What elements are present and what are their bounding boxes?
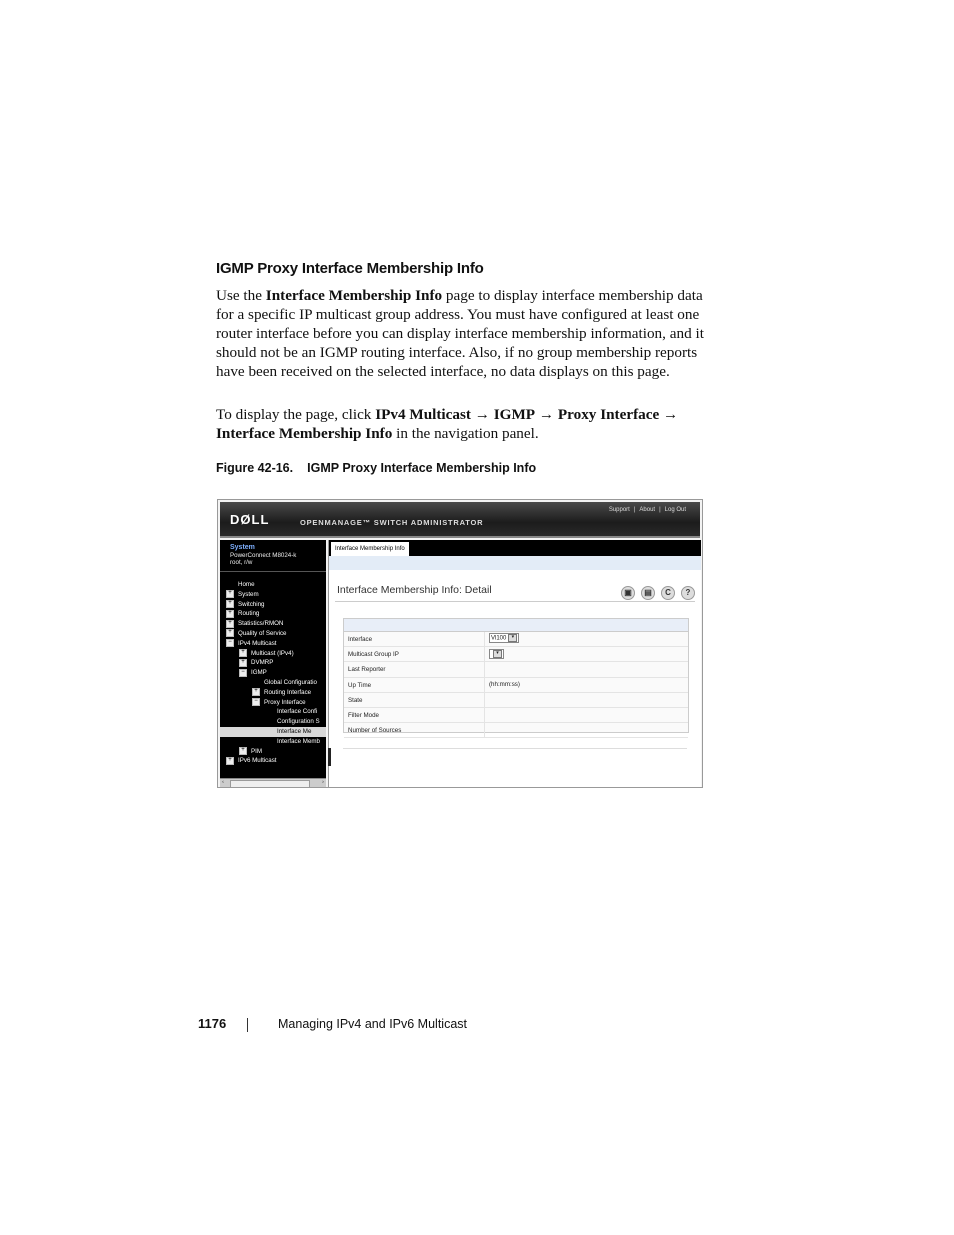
tree-item-label: System [238, 590, 259, 598]
refresh-icon[interactable]: C [661, 586, 675, 600]
tree-item[interactable] [220, 619, 326, 629]
tree-item-label: Interface Confi [277, 708, 318, 716]
tree-item[interactable] [220, 580, 326, 590]
expand-icon[interactable]: + [226, 620, 234, 628]
app-banner [220, 502, 700, 538]
field-value-cell [484, 662, 489, 676]
tree-item[interactable] [220, 747, 326, 757]
field-label: Up Time [348, 681, 372, 689]
field-value-cell [484, 723, 489, 737]
print-icon[interactable]: ▤ [641, 586, 655, 600]
para2-bold4: Interface Membership Info [216, 425, 393, 442]
detail-rows [344, 632, 688, 738]
navigation-tree [220, 580, 326, 766]
about-link[interactable]: About [639, 507, 656, 513]
chevron-down-icon[interactable]: ▾ [508, 634, 517, 642]
para2-text1: To display the page, click [216, 406, 376, 423]
table-row [344, 708, 688, 723]
field-label: Filter Mode [348, 711, 379, 719]
field-select[interactable] [489, 649, 504, 659]
navigation-paragraph [216, 405, 706, 443]
screenshot-figure [217, 499, 703, 788]
user-info: root, r/w [230, 559, 253, 567]
tree-item-label: Switching [238, 600, 265, 608]
select-value: Vl100 [491, 635, 507, 642]
horizontal-scrollbar[interactable] [220, 778, 326, 788]
tree-item[interactable] [220, 698, 326, 708]
field-label: State [348, 696, 363, 704]
scroll-thumb[interactable] [230, 780, 310, 788]
table-row [344, 678, 688, 693]
top-links [607, 507, 688, 513]
tree-item-label: Statistics/RMON [238, 620, 284, 628]
para1-text1: Use the [216, 287, 266, 304]
para1-text2: page to display interface membership data for a specific IP multicast group address. You must have configured at least one router interface before you can display interface membership information, and it should not be an IGMP routing interface. Also, if no group membership reports have been received on the selected interface, no data displays on this page. [216, 287, 704, 380]
tree-item[interactable] [220, 639, 326, 649]
arrow-2: → [535, 406, 558, 423]
tree-item-label: IPv6 Multicast [238, 757, 277, 765]
field-value-cell [484, 678, 520, 692]
field-value-cell [484, 708, 489, 722]
tree-item-label: Routing [238, 610, 260, 618]
tree-item[interactable] [220, 727, 326, 737]
scroll-left-icon[interactable]: ‹ [222, 779, 224, 785]
link-separator: | [633, 507, 636, 513]
expand-icon[interactable]: + [239, 747, 247, 755]
dell-logo: DØLL [230, 512, 270, 527]
field-value: (hh:mm:ss) [489, 680, 520, 688]
tree-item-label: Home [238, 581, 255, 588]
field-value-cell [484, 632, 519, 646]
collapse-icon[interactable]: − [239, 669, 247, 677]
tree-item[interactable] [220, 707, 326, 717]
link-separator: | [659, 507, 661, 513]
tree-item-label: DVMRP [251, 659, 274, 667]
page-title: Interface Membership Info: Detail [337, 584, 492, 596]
field-label: Multicast Group IP [348, 651, 399, 659]
chevron-down-icon[interactable]: ▾ [493, 650, 502, 658]
expand-icon[interactable]: + [239, 649, 247, 657]
tree-item-label: Quality of Service [238, 629, 287, 637]
table-row [344, 693, 688, 708]
tree-item-label: IGMP [251, 669, 267, 677]
tree-item-label: IPv4 Multicast [238, 639, 277, 647]
collapse-icon[interactable]: − [226, 639, 234, 647]
tree-item[interactable] [220, 737, 326, 747]
arrow-1: → [470, 406, 494, 423]
section-title: IGMP Proxy Interface Membership Info [216, 260, 484, 277]
tree-item[interactable] [220, 609, 326, 619]
figure-label: Figure 42-16. [216, 461, 294, 475]
field-label: Number of Sources [348, 727, 402, 735]
para1-bold1: Interface Membership Info [265, 287, 443, 304]
para2-bold3: Proxy Interface [557, 406, 660, 423]
chapter-title: Managing IPv4 and IPv6 Multicast [278, 1017, 467, 1031]
bottom-divider [343, 748, 687, 749]
system-label[interactable]: System [230, 544, 255, 551]
app-title: OPENMANAGE™ SWITCH ADMINISTRATOR [300, 518, 484, 527]
tab-strip [329, 556, 701, 570]
figure-caption [216, 461, 536, 475]
device-name: PowerConnect M8024-k [230, 551, 297, 559]
table-row [344, 723, 688, 738]
expand-icon[interactable]: + [226, 600, 234, 608]
table-row [344, 647, 688, 662]
footer-separator [247, 1018, 248, 1032]
support-link[interactable]: Support [608, 507, 630, 513]
table-row [344, 632, 688, 647]
tree-item[interactable] [220, 688, 326, 698]
field-label: Interface [348, 636, 373, 643]
tree-item[interactable] [220, 756, 326, 766]
para2-text2: in the navigation panel. [392, 425, 539, 442]
field-value-cell [484, 693, 489, 707]
tab-bar [329, 540, 701, 556]
tab-interface-membership-info[interactable]: Interface Membership Info [331, 542, 409, 556]
tree-item[interactable] [220, 649, 326, 659]
field-select[interactable] [489, 633, 519, 643]
tree-item-label: Interface Memb [277, 737, 320, 745]
table-row [344, 662, 688, 677]
tree-item[interactable] [220, 590, 326, 600]
field-label: Last Reporter [348, 666, 386, 674]
tree-item[interactable] [220, 600, 326, 610]
tree-item-label: Routing Interface [264, 688, 312, 696]
title-divider [335, 601, 695, 602]
arrow-3: → [659, 406, 679, 423]
tree-item[interactable] [220, 717, 326, 727]
scroll-right-icon[interactable]: › [322, 779, 324, 785]
detail-table [343, 618, 689, 733]
figure-title: IGMP Proxy Interface Membership Info [307, 461, 537, 475]
page-number: 1176 [198, 1016, 227, 1031]
tree-item[interactable] [220, 678, 326, 688]
tree-item-label: Configuration S [277, 718, 320, 726]
expand-icon[interactable]: + [226, 610, 234, 618]
tree-item-label: PIM [251, 747, 263, 755]
save-icon[interactable]: ▣ [621, 586, 635, 600]
para2-bold1: IPv4 Multicast [375, 406, 471, 423]
intro-paragraph [216, 286, 706, 381]
help-icon[interactable]: ? [681, 586, 695, 600]
expand-icon[interactable]: + [226, 757, 234, 765]
collapse-icon[interactable]: − [252, 698, 260, 706]
content-panel [328, 540, 701, 788]
panel-splitter[interactable] [328, 748, 331, 766]
tree-item-label: Interface Me [277, 727, 312, 735]
system-info [220, 540, 326, 572]
tree-item-label: Global Configuratio [264, 678, 317, 686]
expand-icon[interactable]: + [252, 688, 260, 696]
expand-icon[interactable]: + [226, 629, 234, 637]
tree-item[interactable] [220, 629, 326, 639]
tree-item-label: Proxy Interface [264, 698, 306, 706]
tree-item[interactable] [220, 658, 326, 668]
detail-table-header [344, 619, 688, 632]
field-value-cell [484, 647, 504, 661]
tree-item-label: Multicast (IPv4) [251, 649, 294, 657]
expand-icon[interactable]: + [239, 659, 247, 667]
navigation-panel [220, 540, 326, 788]
toolbar-icons [615, 582, 695, 600]
tree-item[interactable] [220, 668, 326, 678]
para2-bold2: IGMP [493, 406, 536, 423]
logout-link[interactable]: Log Out [664, 507, 686, 513]
expand-icon[interactable]: + [226, 590, 234, 598]
